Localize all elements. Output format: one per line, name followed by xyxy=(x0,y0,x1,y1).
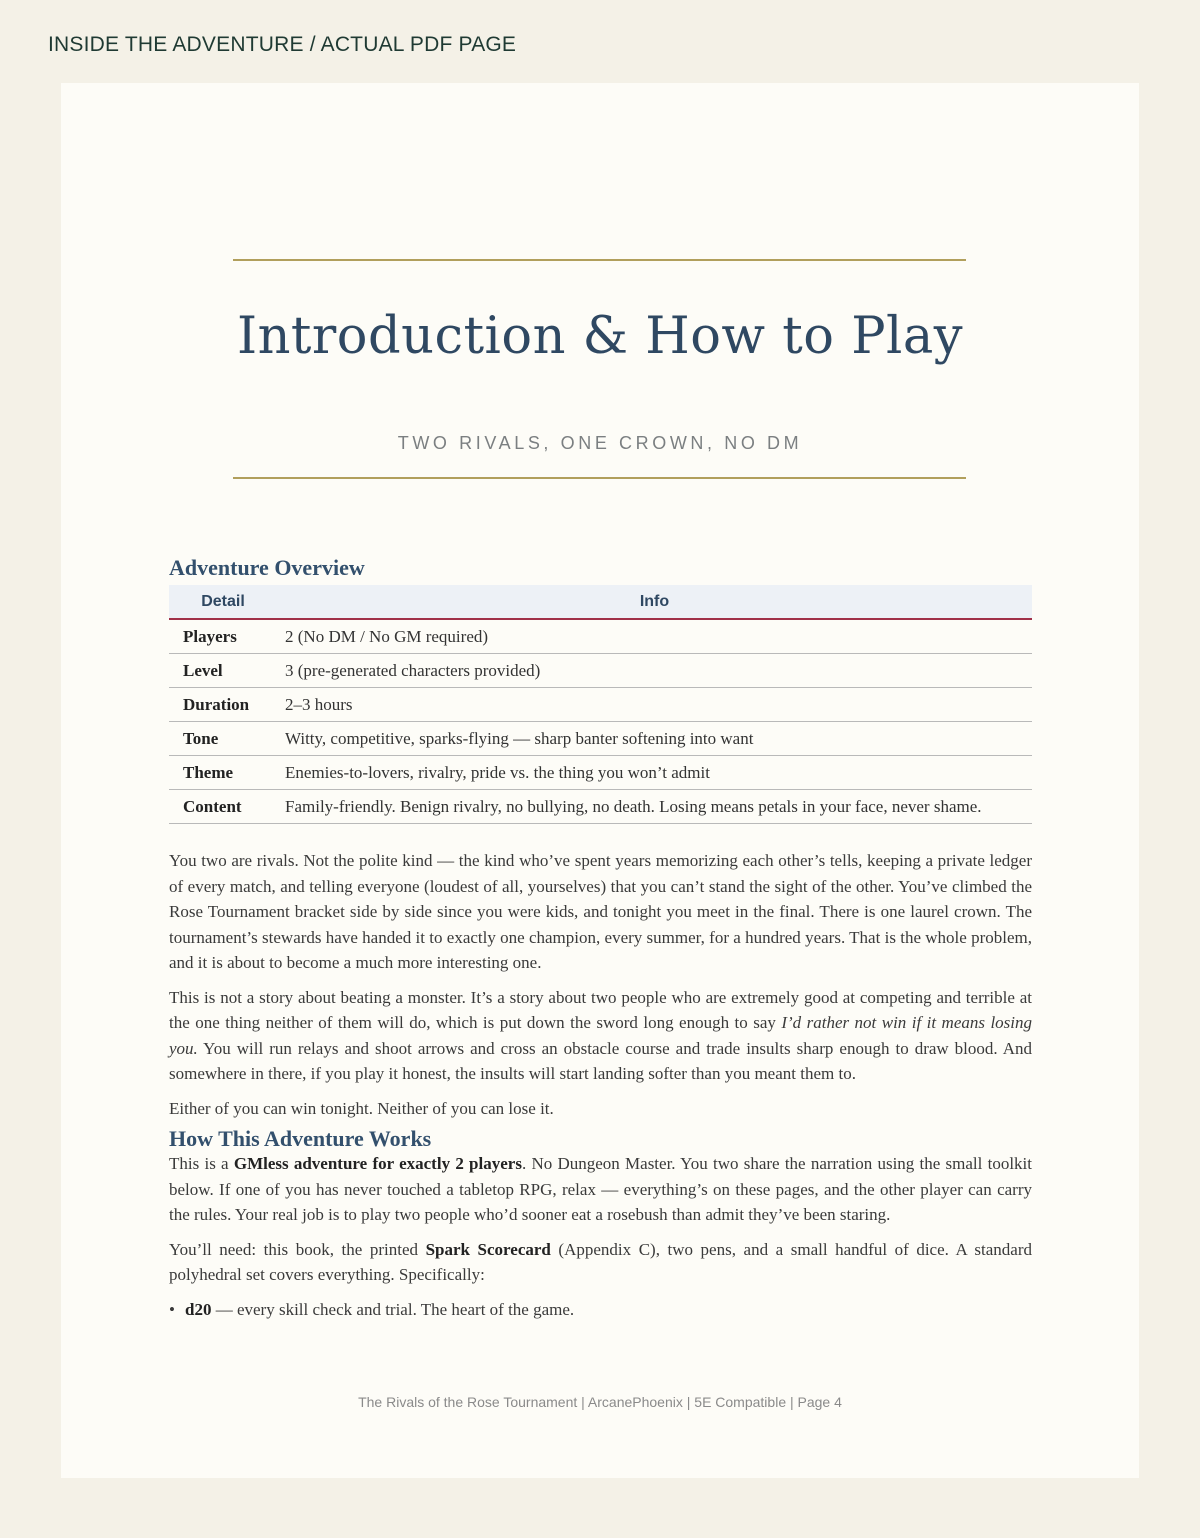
gmless-text-start: This is a xyxy=(169,1154,234,1173)
die-description: — every skill check and trial. The heart of the game. xyxy=(211,1299,575,1319)
top-gold-rule xyxy=(233,259,966,261)
row-info: Enemies-to-lovers, rivalry, pride vs. the thing you won’t admit xyxy=(277,756,1032,790)
story-emphasis: I’d rather not win if it means losing you. xyxy=(169,1013,1032,1058)
materials-text-start: You’ll need: this book, the printed xyxy=(169,1239,426,1259)
spark-scorecard-bold: Spark Scorecard xyxy=(425,1239,551,1259)
row-info: Witty, competitive, sparks-flying — sharp banter softening into want xyxy=(277,722,1032,756)
page-header-label: INSIDE THE ADVENTURE / ACTUAL PDF PAGE xyxy=(48,33,517,56)
row-detail: Players xyxy=(169,619,277,654)
table-row xyxy=(169,756,1032,790)
pdf-page xyxy=(61,83,1139,1478)
gmless-paragraph xyxy=(169,1151,1032,1228)
page-content xyxy=(169,554,1032,1322)
row-info: 2–3 hours xyxy=(277,688,1032,722)
page-footer: The Rivals of the Rose Tournament | ArcanePhoenix | 5E Compatible | Page 4 xyxy=(358,1394,842,1410)
table-row xyxy=(169,790,1032,824)
list-item xyxy=(169,1297,1032,1323)
column-header-detail: Detail xyxy=(169,585,277,619)
row-detail: Content xyxy=(169,790,277,824)
row-detail: Duration xyxy=(169,688,277,722)
bottom-gold-rule xyxy=(233,477,966,479)
bullet-icon: • xyxy=(169,1299,175,1319)
table-row xyxy=(169,688,1032,722)
row-info: Family-friendly. Benign rivalry, no bullying, no death. Losing means petals in your face, never shame. xyxy=(277,790,1032,824)
table-row xyxy=(169,722,1032,756)
story-text-start: This is not a story about beating a monster. It’s a story about two people who are extremely good at competing and terrible at the one thing neither of them will do, which is put down the sword long enough to say xyxy=(169,987,1032,1032)
overview-heading: Adventure Overview xyxy=(169,555,365,580)
page-title: Introduction & How to Play xyxy=(236,307,964,366)
story-text-end: You will run relays and shoot arrows and cross an obstacle course and trade insults sharp enough to draw blood. And somewhere in there, if you play it honest, the insults will start landing softer than you meant them to. xyxy=(169,1038,1032,1083)
row-detail: Theme xyxy=(169,756,277,790)
row-detail: Level xyxy=(169,654,277,688)
how-it-works-heading: How This Adventure Works xyxy=(169,1126,432,1151)
column-header-info: Info xyxy=(277,585,1032,619)
table-row xyxy=(169,619,1032,654)
table-header-row xyxy=(169,585,1032,619)
row-info: 3 (pre-generated characters provided) xyxy=(277,654,1032,688)
gmless-text-end: . No Dungeon Master. You two share the narration using the small toolkit below. If one of you has never touched a tabletop RPG, relax — everything’s on these pages, and the other player can carry the rules. Your real job is to play two people who’d sooner eat a rosebush than admit they’ve been staring. xyxy=(169,1154,1033,1224)
row-detail: Tone xyxy=(169,722,277,756)
table-row xyxy=(169,654,1032,688)
materials-paragraph xyxy=(169,1237,1032,1288)
die-name: d20 xyxy=(185,1299,212,1319)
gmless-bold: GMless adventure for exactly 2 players xyxy=(233,1154,522,1173)
win-lose-paragraph: Either of you can win tonight. Neither of you can lose it. xyxy=(169,1098,554,1118)
row-info: 2 (No DM / No GM required) xyxy=(277,619,1032,654)
page-subtitle: TWO RIVALS, ONE CROWN, NO DM xyxy=(397,433,803,453)
materials-text-end: (Appendix C), two pens, and a small handful of dice. A standard polyhedral set covers everything. Specifically: xyxy=(169,1239,1032,1284)
story-paragraph xyxy=(169,985,1032,1087)
intro-paragraph: You two are rivals. Not the polite kind — the kind who’ve spent years memorizing each other’s tells, keeping a private ledger of every match, and telling everyone (loudest of all, yourselves) that you can’t stand the sight of the other. You’ve climbed the Rose Tournament bracket side by side since you were kids, and tonight you meet in the final. There is one laurel crown. The tournament’s stewards have handed it to exactly one champion, every summer, for a hundred years. That is the whole problem, and it is about to become a much more interesting one. xyxy=(169,851,1032,972)
overview-table xyxy=(169,585,1032,824)
